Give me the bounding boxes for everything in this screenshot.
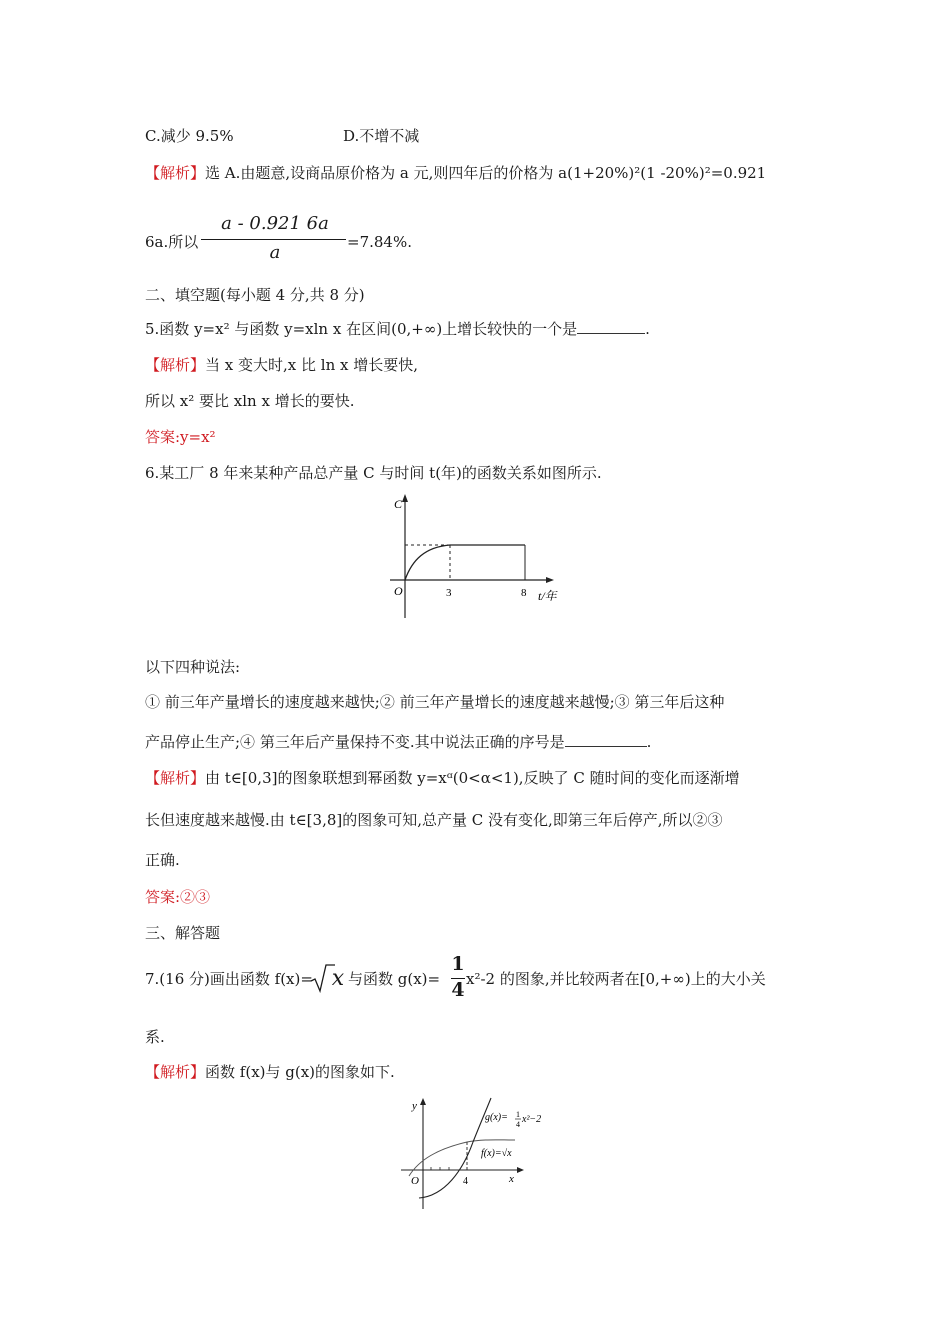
production-graph	[380, 490, 580, 622]
q6-line2: ① 前三年产量增长的速度越来越快;② 前三年产量增长的速度越来越慢;③ 第三年后这种	[145, 693, 725, 711]
analysis-tag: 【解析】	[145, 356, 206, 374]
q5-analysis-line2: 所以 x² 要比 xln x 增长的要快.	[145, 392, 355, 410]
f-label: f(x)=√x	[481, 1148, 512, 1159]
x-axis-arrow	[517, 1167, 524, 1173]
q4-analysis-suffix: =7.84%.	[347, 233, 412, 251]
q7-stem-a: 7.(16 分)画出函数 f(x)=	[145, 970, 313, 988]
tick-4-label: 4	[463, 1176, 468, 1187]
q4-analysis-prefix: 6a.所以	[145, 233, 199, 251]
origin-label: O	[411, 1175, 419, 1187]
q4-fraction-denominator: a	[269, 242, 281, 263]
function-graph	[395, 1094, 565, 1214]
q6-analysis-line3: 正确.	[145, 851, 180, 869]
y-label: y	[412, 1100, 417, 1112]
analysis-tag: 【解析】	[145, 1063, 206, 1081]
y-label: C	[394, 497, 403, 511]
answer-blank	[577, 319, 645, 334]
x-label: x	[509, 1173, 514, 1185]
q7-stem-c: x²-2 的图象,并比较两者在[0,+∞)上的大小关	[466, 970, 766, 988]
q5-analysis-line1: 【解析】当 x 变大时,x 比 ln x 增长要快,	[145, 356, 418, 374]
section-solve: 三、解答题	[145, 924, 221, 942]
g-label: g(x)=	[485, 1112, 508, 1123]
y-axis-arrow	[402, 494, 408, 502]
q4-fraction-bar	[201, 239, 346, 240]
q7-analysis: 【解析】函数 f(x)与 g(x)的图象如下.	[145, 1063, 395, 1081]
analysis-tag: 【解析】	[145, 769, 206, 787]
section-fill-in: 二、填空题(每小题 4 分,共 8 分)	[145, 286, 365, 304]
q7-frac-num: 1	[451, 953, 465, 975]
q5-stem: 5.函数 y=x² 与函数 y=xln x 在区间(0,+∞)上增长较快的一个是 .	[145, 320, 650, 338]
analysis-tag: 【解析】	[145, 164, 206, 182]
g-label-den: 4	[516, 1120, 520, 1129]
origin-label: O	[394, 584, 403, 598]
y-axis-arrow	[420, 1098, 426, 1105]
q7-frac-den: 4	[451, 979, 465, 1001]
q6-stem: 6.某工厂 8 年来某种产品总产量 C 与时间 t(年)的函数关系如图所示.	[145, 464, 602, 482]
q7-stem-d: 系.	[145, 1028, 165, 1046]
q6-analysis-line2: 长但速度越来越慢.由 t∈[3,8]的图象可知,总产量 C 没有变化,即第三年后停产,所以②③	[145, 811, 723, 829]
tick-3: 3	[446, 587, 452, 599]
q6-answer: 答案:②③	[145, 888, 211, 906]
sqrt-radicand: x	[331, 966, 345, 991]
option-c: C.减少 9.5%	[145, 127, 234, 145]
q7-stem-b: 与函数 g(x)=	[348, 970, 441, 988]
q6-analysis-line1: 【解析】由 t∈[0,3]的图象联想到幂函数 y=xᵅ(0<α<1),反映了 C 随时间的变化而逐渐增	[145, 769, 740, 787]
g-label-rest: x²−2	[522, 1114, 542, 1125]
q4-fraction-numerator: a - 0.921 6a	[221, 213, 329, 234]
g-label-num: 1	[516, 1110, 520, 1119]
option-d: D.不增不减	[343, 127, 420, 145]
q5-answer: 答案:y=x²	[145, 428, 216, 446]
tick-8: 8	[521, 587, 527, 599]
q6-line3: 产品停止生产;④ 第三年后产量保持不变.其中说法正确的序号是 .	[145, 733, 652, 751]
q4-analysis-line1: 【解析】选 A.由题意,设商品原价格为 a 元,则四年后的价格为 a(1+20%)²(1 -20%)²=0.921	[145, 164, 767, 182]
q6-line1: 以下四种说法:	[145, 658, 241, 676]
x-axis-arrow	[546, 577, 554, 583]
x-label: t/年	[538, 589, 557, 603]
growth-curve	[405, 545, 450, 580]
answer-blank	[565, 732, 647, 747]
